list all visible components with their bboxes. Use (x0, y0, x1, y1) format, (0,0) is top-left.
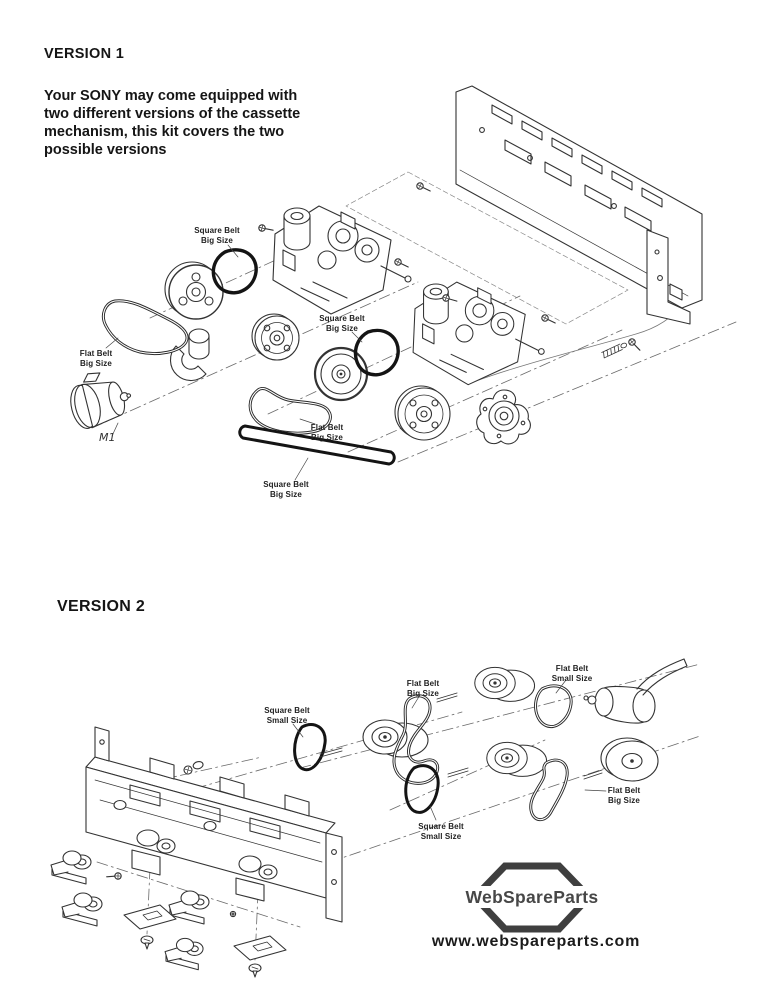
version1-heading: VERSION 1 (44, 46, 125, 62)
square-belt-big-1 (213, 250, 256, 293)
belt-label-square-big-top: Square Belt Big Size (194, 226, 240, 245)
guide-post (204, 822, 216, 831)
screw (627, 338, 642, 350)
mounting-plate (234, 936, 286, 960)
belt-label-flat-big-top: Flat Belt Big Size (406, 679, 440, 698)
belt-label-square-big-mid: Square Belt Big Size (319, 314, 365, 333)
pinch-roller-unit (165, 938, 203, 969)
screw-with-bushing (183, 761, 205, 775)
belt-label-square-small-bottom: Square Belt Small Size (418, 822, 464, 841)
pulley-shaft (448, 768, 468, 777)
screw (542, 315, 555, 323)
mounting-plate (124, 905, 176, 929)
pulley-shaft (437, 693, 457, 702)
version2-diagram (51, 659, 700, 977)
screw-head (249, 964, 261, 977)
motor-small (584, 659, 687, 723)
flywheel-rimmed (315, 348, 367, 400)
square-belt-small-2 (406, 766, 438, 813)
guide-post (114, 801, 126, 810)
motor-bracket-flower (477, 390, 531, 444)
screw (395, 259, 408, 267)
capstan-assembly-2 (413, 282, 544, 385)
version2-heading: VERSION 2 (57, 598, 146, 615)
motor-m1 (64, 365, 135, 431)
washer (230, 911, 235, 916)
belt-label-flat-big-right: Flat Belt Big Size (607, 786, 641, 805)
pinch-roller-unit (62, 893, 102, 926)
intro-line: possible versions (44, 142, 167, 158)
belt-holder-clamp (170, 329, 209, 381)
belt-label-flat-big-mid: Flat Belt Big Size (310, 423, 344, 442)
intro-line: mechanism, this kit covers the two (44, 124, 285, 140)
capstan-assembly-1 (273, 206, 411, 314)
screw (417, 183, 430, 191)
belt-label-square-small-left: Square Belt Small Size (264, 706, 310, 725)
motor-m1-label: M1 (99, 431, 116, 444)
logo-text: WebSpareParts (465, 887, 599, 907)
pinch-roller-unit (51, 851, 91, 884)
belt-label-flat-small: Flat Belt Small Size (551, 664, 593, 683)
drum-pulley-3 (487, 742, 547, 776)
belt-label-flat-big-left: Flat Belt Big Size (79, 349, 113, 368)
square-belt-big-2 (355, 330, 398, 374)
screw (258, 222, 273, 233)
pulley-disc-right (584, 738, 658, 781)
flat-belt-small (536, 686, 572, 727)
belt-label-square-big-long: Square Belt Big Size (263, 480, 309, 499)
intro-line: two different versions of the cassette (44, 106, 301, 122)
screw-head (141, 936, 153, 949)
intro-line: Your SONY may come equipped with (44, 88, 298, 104)
threaded-stud (602, 342, 628, 358)
screw (107, 870, 123, 884)
pulley-disc-2 (395, 386, 450, 440)
website-url: www.webspareparts.com (431, 933, 641, 950)
drum-pulley-2 (475, 667, 535, 701)
intro-paragraph (44, 87, 384, 159)
